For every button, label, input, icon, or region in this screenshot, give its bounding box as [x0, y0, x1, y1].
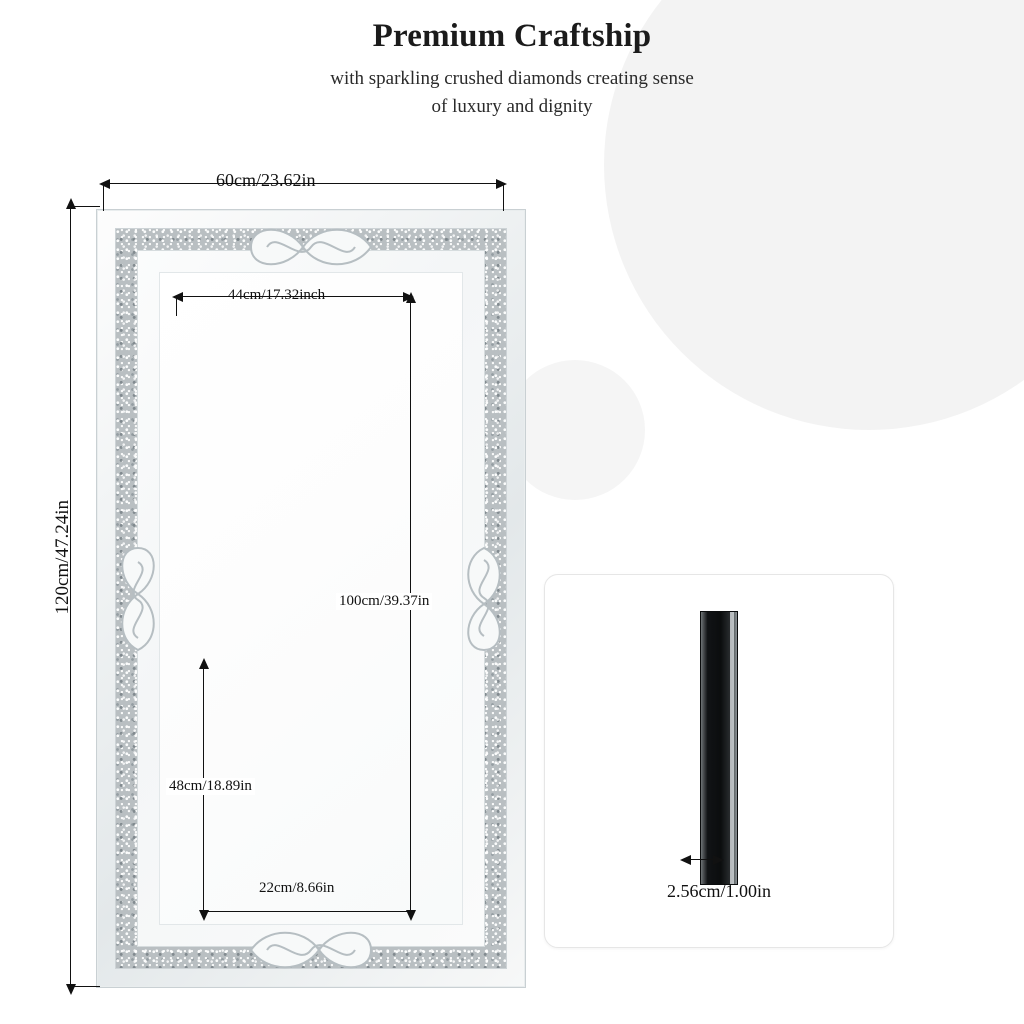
thickness-detail-card: [544, 574, 894, 948]
mirror-frame: [96, 209, 526, 988]
dimension-label-inner-height: 48cm/18.89in: [166, 778, 255, 795]
dimension-label-glass-height: 100cm/39.37in: [336, 593, 432, 610]
subtitle-line-2: of luxury and dignity: [431, 95, 593, 117]
celtic-knot-icon: [109, 540, 167, 658]
background-circle-small: [505, 360, 645, 500]
page-subtitle: [0, 65, 1024, 120]
dimension-arrow: [680, 855, 691, 865]
dimension-label-overall-width: 60cm/23.62in: [216, 170, 316, 190]
extension-tick: [503, 183, 504, 211]
extension-tick: [70, 986, 100, 987]
mirror-illustration: [96, 209, 526, 988]
extension-tick: [70, 206, 100, 207]
dimension-line: [203, 911, 411, 912]
dimension-arrow: [99, 179, 110, 189]
dimension-arrow: [713, 855, 724, 865]
extension-tick: [176, 296, 177, 316]
page-title: Premium Craftship: [372, 18, 652, 54]
dimension-label-thickness: 2.56cm/1.00in: [667, 881, 771, 901]
mirror-edge-profile: [700, 611, 738, 885]
celtic-knot-icon: [243, 919, 379, 981]
dimension-label-glass-width: 44cm/17.32inch: [228, 287, 326, 303]
dimension-arrow: [199, 658, 209, 669]
dimension-arrow: [496, 179, 507, 189]
dimension-arrow: [406, 292, 416, 303]
dimension-label-overall-height: 120cm/47.24in: [52, 500, 73, 615]
extension-tick: [103, 183, 104, 211]
header: [0, 18, 1024, 120]
celtic-knot-icon: [243, 216, 379, 278]
subtitle-line-1: with sparkling crushed diamonds creating sense: [330, 68, 694, 89]
dimension-arrow: [172, 292, 183, 302]
dimension-label-inner-width: 22cm/8.66in: [259, 880, 335, 896]
edge-highlight: [730, 612, 734, 884]
celtic-knot-icon: [455, 540, 513, 658]
